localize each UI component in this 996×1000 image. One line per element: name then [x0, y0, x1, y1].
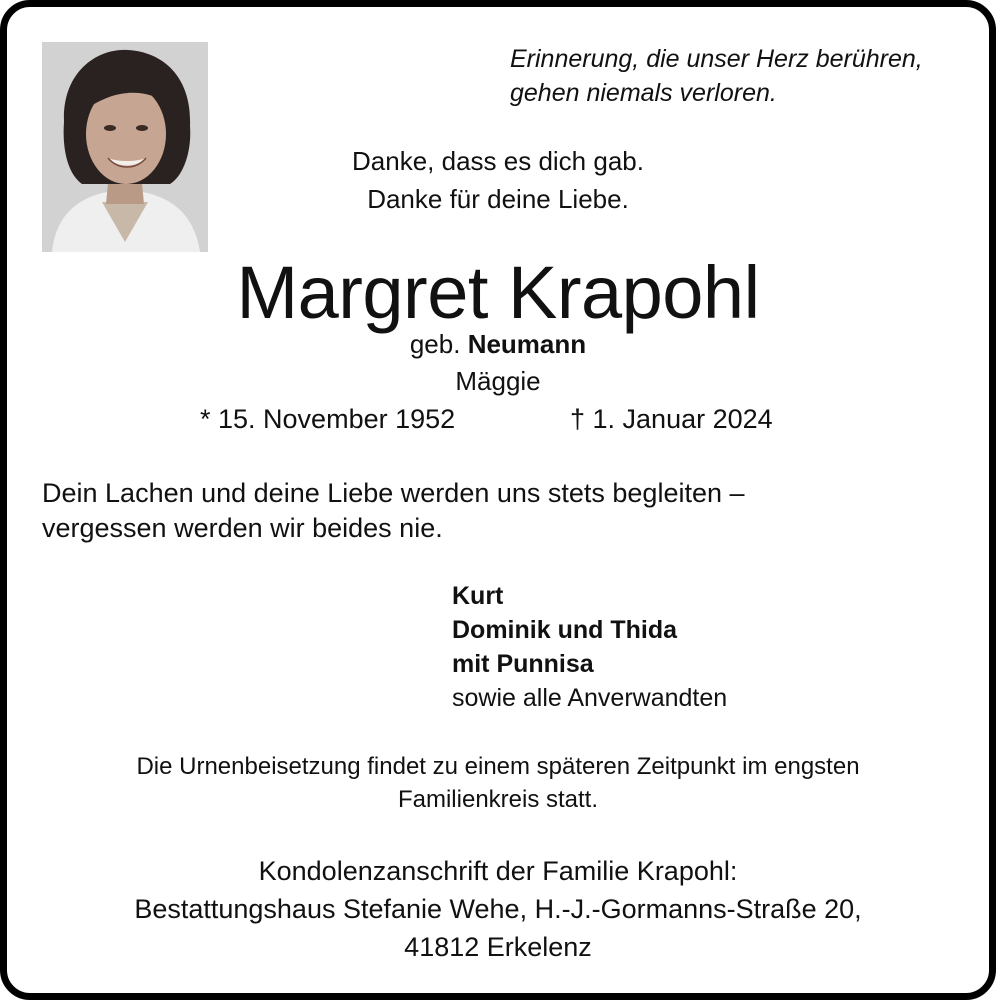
tribute-text — [42, 476, 745, 546]
maiden-prefix: geb. — [409, 329, 461, 359]
mourner: Kurt — [452, 582, 504, 610]
deceased-name: Margret Krapohl — [236, 251, 760, 334]
maiden-name — [0, 327, 996, 361]
memorial-quote — [510, 42, 923, 110]
death-date: † 1. Januar 2024 — [570, 404, 773, 434]
burial-line: Die Urnenbeisetzung findet zu einem späteren Zeitpunkt im engsten — [136, 753, 860, 780]
maiden-surname: Neumann — [467, 329, 587, 359]
tribute-line: Dein Lachen und deine Liebe werden uns stets begleiten – — [42, 478, 745, 508]
address-line: 41812 Erkelenz — [404, 932, 592, 962]
tribute-line: vergessen werden wir beides nie. — [42, 513, 443, 543]
burial-line: Familienkreis statt. — [397, 786, 599, 813]
portrait-photo — [42, 42, 208, 252]
address-line: Bestattungshaus Stefanie Wehe, H.-J.-Gormanns-Straße 20, — [134, 894, 862, 924]
quote-line: Erinnerung, die unser Herz berühren, — [510, 45, 923, 73]
mourners-list — [452, 579, 727, 715]
birth-date: * 15. November 1952 — [200, 404, 456, 434]
nickname: Mäggie — [455, 366, 541, 396]
mourner: mit Punnisa — [452, 650, 594, 678]
mourner: Dominik und Thida — [452, 616, 677, 644]
thanks-line: Danke, dass es dich gab. — [352, 146, 644, 176]
burial-notice — [0, 750, 996, 816]
address-line: Kondolenzanschrift der Familie Krapohl: — [258, 856, 738, 886]
quote-line: gehen niemals verloren. — [510, 79, 777, 107]
thanks-line: Danke für deine Liebe. — [367, 184, 629, 214]
condolence-address — [0, 852, 996, 966]
mourner-relatives: sowie alle Anverwandten — [452, 684, 728, 712]
